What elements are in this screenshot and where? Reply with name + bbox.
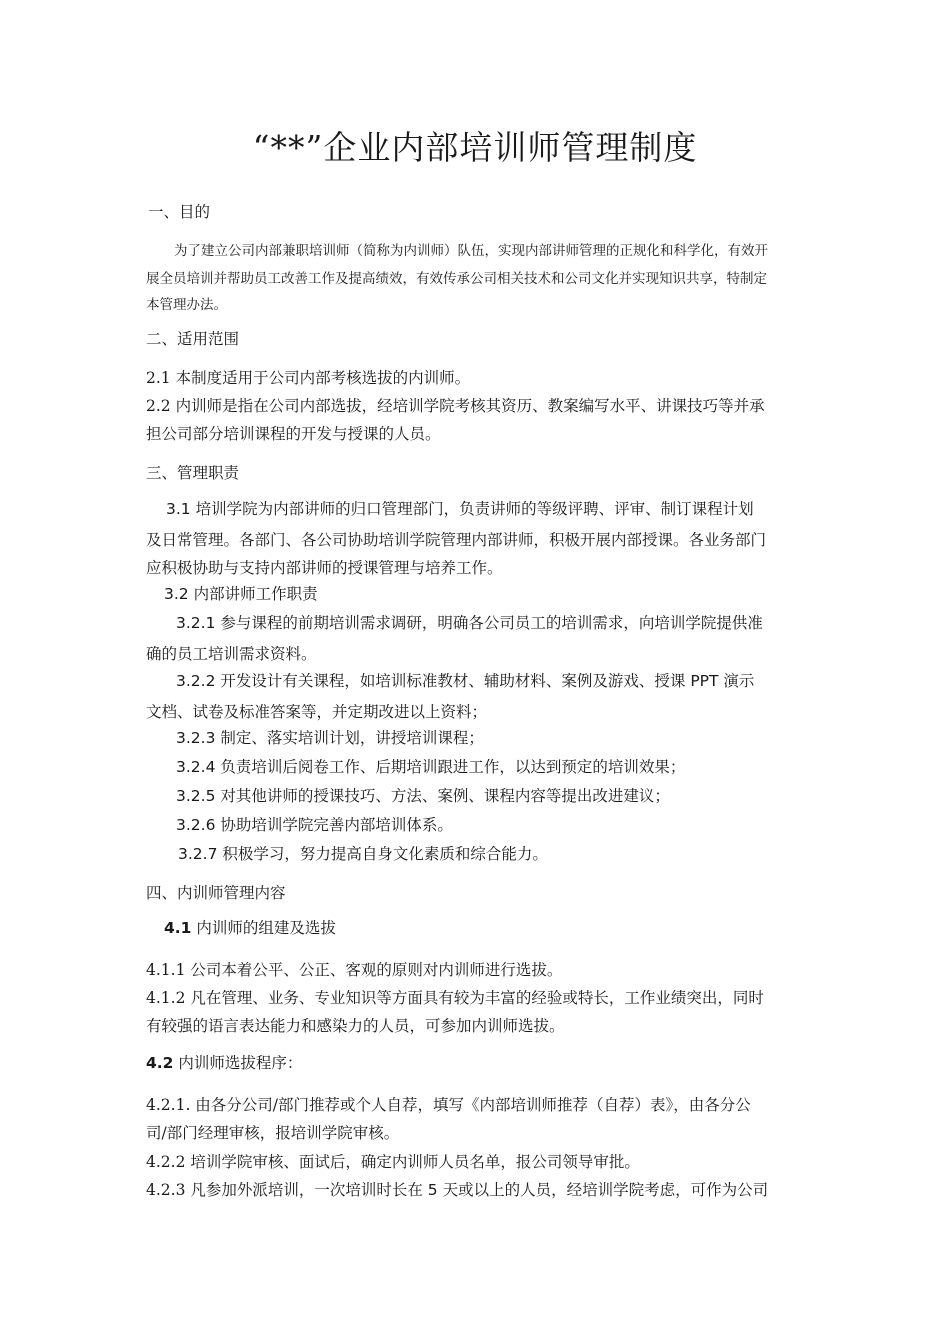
clause-number: 3.2.5 [176, 787, 216, 805]
clause-number: 4.1 [164, 919, 192, 937]
clause-text: 积极学习，努力提高自身文化素质和综合能力。 [217, 845, 548, 863]
clause-number: 3.2.3 [176, 729, 216, 747]
clause-text: 开发设计有关课程，如培训标准教材、辅助材料、案例及游戏、授课 [215, 672, 691, 690]
clause-text: 对其他讲师的授课技巧、方法、案例、课程内容等提出改进建议； [215, 787, 670, 805]
clause-number: 3.2.4 [176, 758, 216, 776]
section-1-heading: 一、目的 [148, 203, 211, 221]
paragraph-line: 应积极协助与支持内部讲师的授课管理与培养工作。 [146, 559, 503, 577]
clause-text: 内训师的组建及选拔 [191, 919, 336, 937]
clause-text: 内训师选拔程序： [173, 1054, 303, 1072]
clause-text: 协助培训学院完善内部培训体系。 [215, 816, 453, 834]
clause-number: 4.2 [146, 1054, 174, 1072]
clause-text: 培训学院为内部讲师的归口管理部门，负责讲师的等级评聘、评审、制订课程计划 [190, 500, 754, 518]
paragraph-line [176, 671, 754, 691]
clause-text: 4.2.3 凡参加外派培训，一次培训时长在 [146, 1181, 428, 1199]
paragraph-line: 4.1.1 公司本着公平、公正、客观的原则对内训师进行选拔。 [146, 961, 563, 979]
clause-number: 3.2 [164, 585, 189, 603]
paragraph-line: 4.1.2 凡在管理、业务、专业知识等方面具有较为丰富的经验或特长，工作业绩突出，同时 [146, 989, 764, 1007]
paragraph-line: 担公司部分培训课程的开发与授课的人员。 [146, 425, 441, 443]
paragraph-line: 本管理办法。 [146, 297, 227, 313]
paragraph-line [176, 815, 453, 835]
paragraph-line: 4.2.1. 由各分公司/部门推荐或个人自荐，填写《内部培训师推荐（自荐）表》，由各分公 [146, 1096, 751, 1114]
section-2-heading: 二、适用范围 [146, 330, 240, 348]
clause-text: 参与课程的前期培训需求调研，明确各公司员工的培训需求，向培训学院提供准 [215, 614, 763, 632]
paragraph-line [164, 584, 318, 604]
days-number: 5 [427, 1181, 438, 1199]
paragraph-line: 4.2.2 培训学院审核、面试后，确定内训师人员名单，报公司领导审批。 [146, 1153, 640, 1171]
paragraph-line [176, 786, 670, 806]
paragraph-line [176, 728, 484, 748]
clause-number: 3.2.1 [176, 614, 216, 632]
paragraph-line [146, 1053, 302, 1073]
paragraph-line: 2.2 内训师是指在公司内部选拔，经培训学院考核其资历、教案编写水平、讲课技巧等并承 [146, 397, 765, 415]
clause-text: 内部讲师工作职责 [188, 585, 318, 603]
document-title: “**”企业内部培训师管理制度 [252, 128, 698, 167]
paragraph-line: 及日常管理。各部门、各公司协助培训学院管理内部讲师，积极开展内部授课。各业务部门 [146, 531, 767, 549]
paragraph-line [164, 918, 336, 938]
clause-number: 3.2.6 [176, 816, 216, 834]
ppt-term: PPT [690, 672, 719, 690]
paragraph-line: 展全员培训并帮助员工改善工作及提高绩效，有效传承公司相关技术和公司文化并实现知识共享，特制定 [146, 271, 767, 287]
section-4-heading: 四、内训师管理内容 [146, 884, 286, 902]
paragraph-line: 为了建立公司内部兼职培训师（简称为内训师）队伍，实现内部讲师管理的正规化和科学化，有效开 [174, 243, 768, 259]
paragraph-line [176, 613, 763, 633]
paragraph-line: 文档、试卷及标准答案等，并定期改进以上资料； [146, 703, 488, 721]
clause-text: 演示 [718, 672, 755, 690]
paragraph-line: 确的员工培训需求资料。 [146, 645, 317, 663]
paragraph-line [176, 757, 685, 777]
paragraph-line [178, 844, 548, 864]
paragraph-line: 2.1 本制度适用于公司内部考核选拔的内训师。 [146, 369, 471, 387]
paragraph-line [146, 1180, 768, 1200]
clause-number: 3.1 [166, 500, 191, 518]
clause-number: 3.2.2 [176, 672, 216, 690]
clause-number: 3.2.7 [178, 845, 218, 863]
section-3-heading: 三、管理职责 [146, 464, 240, 482]
clause-text: 制定、落实培训计划，讲授培训课程； [215, 729, 484, 747]
paragraph-line: 有较强的语言表达能力和感染力的人员，可参加内训师选拔。 [146, 1017, 565, 1035]
clause-text: 天或以上的人员，经培训学院考虑，可作为公司 [437, 1181, 769, 1199]
clause-text: 负责培训后阅卷工作、后期培训跟进工作，以达到预定的培训效果； [215, 758, 686, 776]
paragraph-line: 司/部门经理审核，报培训学院审核。 [146, 1124, 400, 1142]
paragraph-line [166, 499, 754, 519]
